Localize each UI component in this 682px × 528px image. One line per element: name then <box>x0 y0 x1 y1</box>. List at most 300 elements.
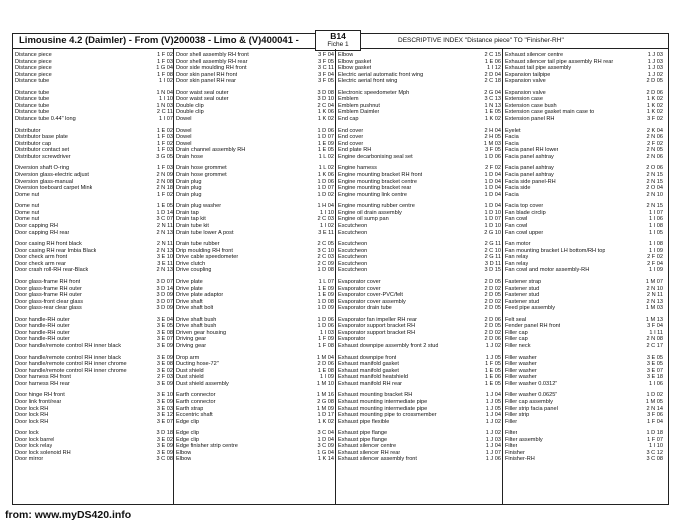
fiche-reference: 1 D 02 <box>317 191 334 198</box>
index-entry <box>338 192 501 199</box>
part-name: Escutcheon <box>338 229 368 236</box>
fiche-reference: 1 D 06 <box>317 316 334 323</box>
index-entry <box>15 343 173 350</box>
fiche-reference: 3 E 09 <box>156 399 173 405</box>
fiche-reference: 1 J 04 <box>485 392 501 399</box>
part-name: Emblem Daimler <box>338 109 380 116</box>
part-name: Door shell assembly RH rear <box>176 58 248 65</box>
part-name: Door glass-frame RH outer <box>15 285 82 292</box>
part-name: Door handle-RH outer <box>15 329 70 336</box>
part-name: Edge clip <box>176 430 200 437</box>
part-name: Elbow <box>338 52 354 58</box>
fiche-reference: 2 C 11 <box>156 109 173 116</box>
part-name: Exhaust silencer centre <box>505 52 564 58</box>
fiche-reference: 1 F 09 <box>318 336 334 343</box>
fiche-reference: 2 F 04 <box>647 260 663 267</box>
fiche-reference: 1 J 05 <box>485 405 501 412</box>
fiche-reference: 3 F 02 <box>647 116 663 123</box>
index-group <box>15 165 173 198</box>
part-name: Fender panel RH front <box>505 323 561 330</box>
part-name: Door glass-frame RH outer <box>15 292 82 299</box>
part-name: Facia top cover <box>505 203 544 210</box>
part-name: Fan cowl <box>505 216 528 223</box>
index-column-2 <box>176 52 334 468</box>
fiche-reference: 1 E 05 <box>317 147 334 154</box>
fiche-reference: 1 I 02 <box>159 78 173 85</box>
part-name: Emblem pushnut <box>338 102 380 109</box>
fiche-reference: 1 E 08 <box>317 367 334 374</box>
fiche-reference: 1 I 10 <box>159 96 173 103</box>
part-name: Distributor base plate <box>15 134 68 141</box>
fiche-reference: 2 N 06 <box>646 134 663 141</box>
fiche-reference: 1 J 04 <box>485 443 501 450</box>
fiche-reference: 1 F 03 <box>157 165 173 172</box>
index-entry <box>505 192 663 199</box>
fiche-reference: 1 N 04 <box>156 89 173 96</box>
fiche-reference: 1 J 02 <box>647 71 663 78</box>
fiche-reference: 3 E 02 <box>156 367 173 374</box>
fiche-reference: 1 K 14 <box>317 456 334 463</box>
fiche-reference: 2 D 02 <box>484 285 501 292</box>
part-name: Exhaust silencer RH rear <box>338 449 401 456</box>
part-name: Distributor screwdriver <box>15 153 71 160</box>
fiche-reference: 2 N 08 <box>156 178 173 185</box>
fiche-reference: 3 D 18 <box>156 430 173 437</box>
fiche-reference: 1 F 08 <box>318 342 334 349</box>
part-name: Dowel <box>176 140 192 147</box>
part-name: Door mirror <box>15 456 44 463</box>
fiche-reference: 2 F 02 <box>485 165 501 172</box>
index-group <box>176 355 334 388</box>
fiche-reference: 2 N 13 <box>156 267 173 274</box>
part-name: Dust shield <box>176 367 204 374</box>
part-name: Feed pipe assembly <box>505 305 556 312</box>
fiche-reference: 2 N 11 <box>156 241 173 248</box>
fiche-reference: 2 H 04 <box>484 127 501 134</box>
part-name: Evaporator cover <box>338 285 381 292</box>
index-group <box>176 52 334 85</box>
index-entry <box>176 305 334 312</box>
index-entry <box>15 381 173 388</box>
fiche-reference: 3 D 10 <box>317 96 334 103</box>
fiche-reference: 1 F 02 <box>157 52 173 58</box>
index-entry <box>15 419 173 426</box>
part-name: Distance tube <box>15 109 50 116</box>
index-entry <box>505 154 663 161</box>
fiche-reference: 1 L 02 <box>318 153 334 160</box>
index-group <box>338 128 501 161</box>
fiche-reference: 3 E 11 <box>157 260 173 267</box>
fiche-reference: 3 E 09 <box>156 449 173 456</box>
fiche-reference: 1 L 07 <box>318 278 334 285</box>
fiche-reference: 1 M 03 <box>483 140 501 147</box>
index-entry <box>176 230 334 237</box>
part-name: Extension panel RH <box>505 116 555 123</box>
fiche-reference: 2 D 05 <box>484 292 501 299</box>
part-name: Drive plate adaptor <box>176 292 224 299</box>
index-group <box>338 165 501 198</box>
part-name: Exhaust manifold gasket <box>338 361 399 368</box>
index-group <box>338 52 501 85</box>
fiche-reference: 1 F 03 <box>157 147 173 154</box>
fiche-reference: 1 I 09 <box>649 247 663 254</box>
fiche-reference: 1 K 02 <box>646 102 663 109</box>
part-name: Diversion glass-electric adjust <box>15 172 89 179</box>
fiche-reference: 1 D 06 <box>317 127 334 134</box>
fiche-reference: 2 C 03 <box>317 254 334 261</box>
index-group <box>176 430 334 463</box>
part-name: Drain plug <box>176 178 202 185</box>
part-name: Electric aerial automatic front wing <box>338 71 424 78</box>
part-name: Dome nut <box>15 209 40 216</box>
part-name: Door harness RH front <box>15 374 71 381</box>
part-name: Facia <box>505 191 519 198</box>
part-name: Engine mounting bracket RH front <box>338 172 423 179</box>
part-name: Drain hose <box>176 153 204 160</box>
fiche-reference: 1 F 04 <box>647 418 663 425</box>
fiche-reference: 1 E 05 <box>484 109 501 116</box>
fiche-reference: 1 K 02 <box>646 96 663 103</box>
fiche-reference: 1 D 17 <box>317 412 334 419</box>
fiche-reference: 1 D 04 <box>484 203 501 210</box>
fiche-reference: 1 D 14 <box>156 209 173 216</box>
index-entry <box>505 381 663 388</box>
fiche-reference: 2 O 04 <box>646 185 663 192</box>
part-name: Distance tube <box>15 78 50 85</box>
part-name: Filter assembly <box>505 436 543 443</box>
part-name: Fan relay <box>505 254 529 261</box>
fiche-reference: 3 E 08 <box>156 329 173 336</box>
part-name: Drain channel assembly RH <box>176 147 246 154</box>
index-range-label: DESCRIPTIVE INDEX "Distance piece" TO "Finisher-RH" <box>398 37 564 44</box>
part-name: Fan mounting bracket LH bottom/RH top <box>505 247 606 254</box>
part-name: Door casing RH rear Imbia Black <box>15 247 97 254</box>
index-group <box>338 317 501 350</box>
index-group <box>15 52 173 85</box>
index-group <box>176 203 334 236</box>
part-name: Distance tube <box>15 96 50 103</box>
part-name: Filler cap <box>505 336 528 343</box>
fiche-reference: 1 I 09 <box>649 267 663 274</box>
fiche-reference: 1 E 02 <box>156 127 173 134</box>
fiche-reference: 1 I 10 <box>649 443 663 450</box>
part-name: Electronic speedometer Mph <box>338 89 410 96</box>
index-entry <box>505 305 663 312</box>
part-name: Distributor contact set <box>15 147 70 154</box>
fiche-reference: 1 E 06 <box>484 374 501 381</box>
fiche-reference: 3 F 04 <box>647 323 663 330</box>
index-entry <box>338 343 501 350</box>
index-group <box>176 165 334 198</box>
fiche-reference: 3 D 14 <box>156 285 173 292</box>
part-name: Door hinge RH front <box>15 392 65 399</box>
fiche-reference: 1 F 03 <box>157 134 173 141</box>
fiche-reference: 1 G 04 <box>317 449 334 456</box>
part-name: Edge finisher strip centre <box>176 443 238 450</box>
parts-index-sheet <box>12 33 669 505</box>
fiche-reference: 3 E 05 <box>646 354 663 361</box>
part-name: Edge clip <box>176 436 200 443</box>
index-group <box>176 90 334 123</box>
part-name: Emblem <box>338 96 359 103</box>
part-name: Finisher-RH <box>505 456 535 463</box>
fiche-reference: 1 J 02 <box>485 342 501 349</box>
fiche-reference: 2 H 05 <box>484 134 501 141</box>
part-name: Door capping RH rear <box>15 229 70 236</box>
part-name: Fastener stud <box>505 285 540 292</box>
part-name: Earth strap <box>176 405 204 412</box>
part-name: Exhaust silencer centre <box>338 443 397 450</box>
fiche-reference: 3 F 05 <box>485 147 501 154</box>
fiche-reference: 1 F 08 <box>157 71 173 78</box>
part-name: Distributor <box>15 127 41 134</box>
part-name: Door harness RH rear <box>15 380 70 387</box>
fiche-reference: 2 D 02 <box>484 329 501 336</box>
part-name: Exhaust mounting intermediate pipe <box>338 399 428 405</box>
index-entry <box>15 154 173 161</box>
index-group <box>15 279 173 312</box>
part-name: Evaporator cover <box>338 278 381 285</box>
fiche-reference: 3 E 09 <box>156 342 173 349</box>
fiche-reference: 2 N 13 <box>646 298 663 305</box>
part-name: Filler strip facia panel <box>505 405 558 412</box>
fiche-reference: 3 C 11 <box>317 65 334 72</box>
fiche-reference: 1 G 04 <box>156 65 173 72</box>
fiche-reference: 3 D 11 <box>484 260 501 267</box>
fiche-reference: 1 I 03 <box>320 329 334 336</box>
fiche-reference: 1 M 09 <box>316 405 334 412</box>
index-entry <box>15 116 173 123</box>
index-column-1 <box>15 52 173 468</box>
fiche-reference: 1 D 02 <box>646 392 663 399</box>
fiche-reference: 2 N 13 <box>156 247 173 254</box>
index-group <box>505 241 663 274</box>
fiche-reference: 1 D 07 <box>484 216 501 223</box>
fiche-reference: 3 C 13 <box>484 96 501 103</box>
part-name: Door glass-rear clear glass <box>15 305 82 312</box>
part-name: Escutcheon <box>338 222 368 229</box>
part-name: Drive plate <box>176 285 203 292</box>
part-name: Door waist seal outer <box>176 96 229 103</box>
part-name: Door lock RH <box>15 418 49 425</box>
fiche-reference: 1 M 03 <box>645 305 663 312</box>
index-entry <box>505 78 663 85</box>
index-entry <box>505 456 663 463</box>
part-name: Exhaust tail pipe assembly <box>505 65 572 72</box>
fiche-reference: 2 F 03 <box>157 374 173 381</box>
fiche-reference: 1 F 02 <box>157 140 173 147</box>
fiche-reference: 3 E 08 <box>156 361 173 368</box>
index-entry <box>505 116 663 123</box>
part-name: Drive shaft <box>176 298 203 305</box>
part-name: Drive cable speedometer <box>176 254 239 261</box>
fiche-reference: 2 C 04 <box>317 102 334 109</box>
part-name: Filler washer <box>505 374 537 381</box>
fiche-reference: 1 I 11 <box>649 329 663 336</box>
part-name: Exhaust mounting pipe to crossmember <box>338 412 437 419</box>
part-name: Exhaust silencer tail pipe assembly RH rear <box>505 58 614 65</box>
part-name: Exhaust mounting intermediate pipe <box>338 405 428 412</box>
index-group <box>338 355 501 388</box>
fiche-reference: 2 D 04 <box>484 71 501 78</box>
fiche-reference: 2 C 18 <box>484 78 501 85</box>
fiche-code: B14 <box>330 31 346 41</box>
part-name: Elbow <box>176 456 192 463</box>
part-name: Exhaust downpipe assembly front 2 stud <box>338 342 439 349</box>
fiche-reference: 1 M 13 <box>645 316 663 323</box>
fiche-reference: 3 E 07 <box>646 367 663 374</box>
fiche-reference: 1 E 05 <box>156 203 173 210</box>
fiche-reference: 2 C 17 <box>646 342 663 349</box>
fiche-reference: 1 D 10 <box>484 222 501 229</box>
part-name: Distributor cap <box>15 140 52 147</box>
part-name: Drain tube rubber <box>176 241 220 248</box>
part-name: Door check arm rear <box>15 260 66 267</box>
fiche-reference: 3 E 10 <box>156 392 173 399</box>
fiche-reference: 2 C 03 <box>317 216 334 223</box>
index-entry <box>15 305 173 312</box>
index-group <box>505 317 663 350</box>
fiche-reference: 2 D 06 <box>317 361 334 368</box>
part-name: Fastener stud <box>505 298 540 305</box>
part-name: Facia side <box>505 185 531 192</box>
part-name: Dust shield assembly <box>176 380 229 387</box>
part-name: Exhaust manifold RH rear <box>338 380 403 387</box>
fiche-reference: 2 D 05 <box>484 323 501 330</box>
index-group <box>505 279 663 312</box>
part-name: Facia <box>505 134 519 141</box>
fiche-reference: 1 I 09 <box>320 374 334 381</box>
part-name: Door handle/remote control RH inner chrome <box>15 361 127 368</box>
part-name: Escutcheon <box>338 267 368 274</box>
part-name: Filler washer <box>505 367 537 374</box>
fiche-reference: 2 N 09 <box>156 172 173 179</box>
fiche-reference: 2 G 10 <box>484 229 501 236</box>
part-name: Dowel <box>176 127 192 134</box>
part-name: Evaporator cover assembly <box>338 298 406 305</box>
fiche-reference: 1 J 03 <box>647 58 663 65</box>
part-name: Escutcheon <box>338 254 368 261</box>
fiche-reference: 2 N 15 <box>646 178 663 185</box>
fiche-reference: 3 E 10 <box>156 254 173 261</box>
part-name: Drain plug washer <box>176 203 222 210</box>
part-name: Fan cowl upper <box>505 229 544 236</box>
part-name: Evaporator support bracket RH <box>338 323 416 330</box>
fiche-reference: 1 E 05 <box>484 380 501 387</box>
fiche-reference: 1 J 03 <box>647 52 663 58</box>
part-name: Distance tube 0.44" long <box>15 116 76 123</box>
part-name: Earth connector <box>176 399 216 405</box>
fiche-reference: 2 C 09 <box>317 260 334 267</box>
fiche-reference: 1 D 08 <box>317 298 334 305</box>
index-entry <box>15 78 173 85</box>
fiche-reference: 3 C 12 <box>646 449 663 456</box>
index-entry <box>15 230 173 237</box>
fiche-reference: 3 E 12 <box>156 412 173 419</box>
part-name: Facia side panel-RH <box>505 178 556 185</box>
fiche-reference: 1 J 05 <box>485 354 501 361</box>
fiche-reference: 3 E 04 <box>156 316 173 323</box>
part-name: Drop arm <box>176 354 200 361</box>
fiche-reference: 2 F 02 <box>647 254 663 261</box>
part-name: Filler neck <box>505 342 531 349</box>
fiche-reference: 1 H 04 <box>317 203 334 210</box>
part-name: Escutcheon <box>338 260 368 267</box>
fiche-reference: 3 F 05 <box>318 58 334 65</box>
fiche-reference: 3 E 09 <box>156 443 173 450</box>
fiche-reference: 1 D 06 <box>484 153 501 160</box>
fiche-reference: 1 F 03 <box>157 58 173 65</box>
index-group <box>15 392 173 425</box>
part-name: Electric aerial front wing <box>338 78 398 85</box>
index-group <box>176 241 334 274</box>
fiche-reference: 1 M 16 <box>316 392 334 399</box>
part-name: Exhaust silencer assembly front <box>338 456 417 463</box>
part-name: Fan relay <box>505 260 529 267</box>
fiche-reference: 1 M 05 <box>645 399 663 405</box>
part-name: Door casing RH front black <box>15 241 82 248</box>
part-name: Door glass-front clear glass <box>15 298 84 305</box>
index-entry <box>338 267 501 274</box>
index-entry <box>176 78 334 85</box>
index-group <box>176 279 334 312</box>
index-column-3 <box>338 52 501 468</box>
fiche-reference: 2 D 06 <box>484 316 501 323</box>
fiche-reference: 2 C 05 <box>317 241 334 248</box>
part-name: Facia <box>505 140 519 147</box>
fiche-reference: 3 C 07 <box>156 216 173 223</box>
part-name: Facia panel ashtray <box>505 165 554 172</box>
index-group <box>338 279 501 312</box>
index-group <box>338 241 501 274</box>
index-entry <box>15 456 173 463</box>
fiche-reference: 2 C 10 <box>484 247 501 254</box>
fiche-reference: 1 K 02 <box>317 418 334 425</box>
index-entry <box>15 192 173 199</box>
fiche-reference: 1 K 02 <box>317 116 334 123</box>
fiche-reference: 1 D 06 <box>317 323 334 330</box>
index-group <box>15 90 173 123</box>
fiche-reference: 1 E 09 <box>317 140 334 147</box>
part-name: Expansion valve <box>505 78 546 85</box>
fiche-reference: 3 E 05 <box>646 361 663 368</box>
fiche-reference: 2 N 13 <box>156 229 173 236</box>
fiche-reference: 1 F 05 <box>485 361 501 368</box>
part-name: Door capping RH <box>15 222 58 229</box>
fiche-reference: 1 J 03 <box>485 436 501 443</box>
part-name: Filler <box>505 418 518 425</box>
index-entry <box>176 267 334 274</box>
fiche-reference: 3 C 04 <box>317 430 334 437</box>
part-name: End cap <box>338 116 359 123</box>
fiche-reference: 2 D 05 <box>484 278 501 285</box>
fiche-reference: 1 D 04 <box>484 172 501 179</box>
fiche-reference: 3 F 04 <box>318 52 334 58</box>
part-name: Engine mounting link centre <box>338 191 408 198</box>
index-entry <box>505 343 663 350</box>
part-name: Distance tube <box>15 89 50 96</box>
fiche-reference: 3 D 09 <box>156 305 173 312</box>
part-name: Distance piece <box>15 52 52 58</box>
part-name: Exhaust manifold gasket <box>338 367 399 374</box>
part-name: Drive clutch <box>176 260 206 267</box>
fiche-reference: 1 I 10 <box>320 209 334 216</box>
index-group <box>338 203 501 236</box>
fiche-reference: 2 N 08 <box>646 336 663 343</box>
part-name: Door side moulding RH front <box>176 65 247 72</box>
part-name: End cover <box>338 140 364 147</box>
fiche-reference: 1 E 06 <box>484 58 501 65</box>
